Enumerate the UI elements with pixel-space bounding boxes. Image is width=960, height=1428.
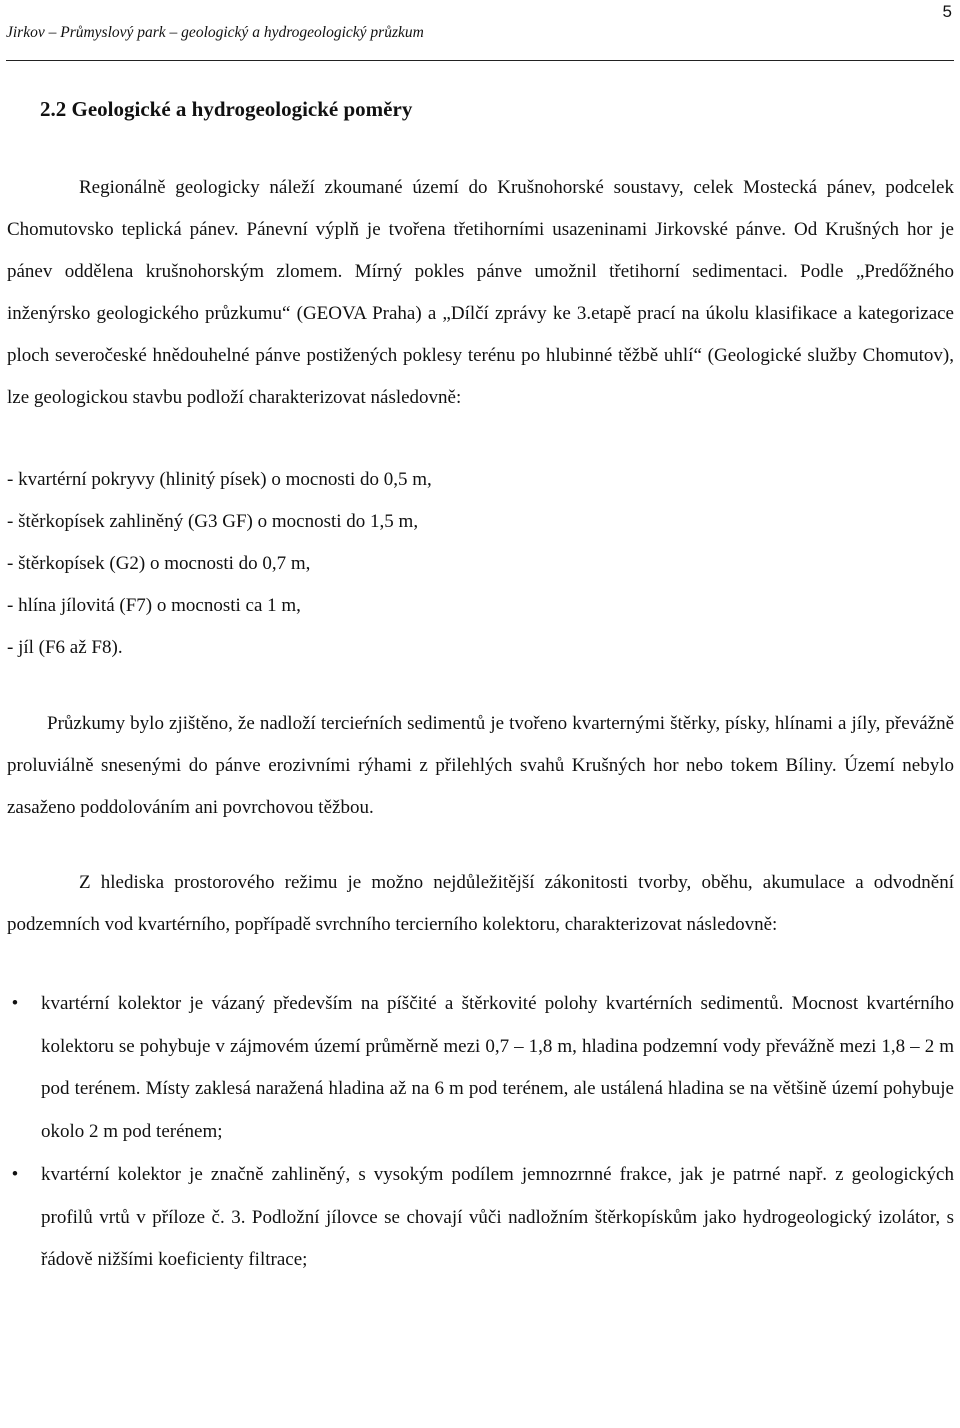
- collector-list: [7, 983, 954, 1282]
- document-header-title: Jirkov – Průmyslový park – geologický a hydrogeologický průzkum: [6, 24, 424, 41]
- intro-paragraph: Regionálně geologicky náleží zkoumané území do Krušnohorské soustavy, celek Mostecká pánev, podcelek Chomutovsko teplická pánev. Pánevní výplň je tvořena třetihorními usazeninami Jirkovské pánve. Od Krušných hor je pánev oddělena krušnohorským zlomem. Mírný pokles pánve umožnil třetihorní sedimentaci. Podle „Predőžného inženýrsko geologického průzkumu“ (GEOVA Praha) a „Dílčí zprávy ke 3.etapě prací na úkolu klasifikace a kategorizace ploch severočeské hnědouhelné pánve postižených poklesy terénu po hlubinné těžbě uhlí“ (Geologické služby Chomutov), lze geologickou stavbu podloží charakterizovat následovně:: [7, 177, 954, 408]
- soil-layer-item: - štěrkopísek (G2) o mocnosti do 0,7 m,: [7, 553, 311, 574]
- survey-paragraph: Průzkumy bylo zjištěno, že nadloží tercieŕních sedimentů je tvořeno kvarternými štěrky, písky, hlínami a jíly, převážně proluviálně snesenými do pánve erozivními rýhami z přilehlých svahů Krušných hor nebo tokem Bíliny. Území nebylo zasaženo poddolováním ani povrchovou těžbou.: [7, 713, 954, 818]
- page-number: 5: [942, 2, 952, 21]
- soil-layer-item: - jíl (F6 až F8).: [7, 637, 123, 658]
- bullet-icon: •: [11, 1164, 19, 1185]
- soil-layer-item: - hlína jílovitá (F7) o mocnosti ca 1 m,: [7, 595, 301, 616]
- soil-layer-item: - kvartérní pokryvy (hlinitý písek) o mocnosti do 0,5 m,: [7, 469, 432, 490]
- soil-layer-list: [7, 459, 954, 669]
- collector-list-item: [7, 1154, 954, 1282]
- bullet-icon: •: [11, 993, 19, 1014]
- hydrogeology-intro-paragraph: Z hlediska prostorového režimu je možno nejdůležitější zákonitosti tvorby, oběhu, akumulace a odvodnění podzemních vod kvartérního, popřípadě svrchního tercierního kolektoru, charakterizovat následovně:: [7, 872, 954, 935]
- collector-description: kvartérní kolektor je značně zahliněný, s vysokým podílem jemnozrnné frakce, jak je patrné např. z geologických profilů vrtů v příloze č. 3. Podložní jílovce se chovají vůči nadložním štěrkopískům jako hydrogeologický izolátor, s řádově nižšími koeficienty filtrace;: [41, 1164, 954, 1270]
- section-heading: 2.2 Geologické a hydrogeologické poměry: [40, 97, 413, 121]
- collector-description: kvartérní kolektor je vázaný především na píščité a štěrkovité polohy kvartérních sedimentů. Mocnost kvartérního kolektoru se pohybuje v zájmovém území průměrně mezi 0,7 – 1,8 m, hladina podzemní vody převážně mezi 1,8 – 2 m pod terénem. Místy zaklesá naražená hladina až na 6 m pod terénem, ale ustálená hladina se na většině území pohybuje okolo 2 m pod terénem;: [41, 993, 954, 1142]
- document-content: [7, 86, 954, 1282]
- soil-layer-item: - štěrkopísek zahliněný (G3 GF) o mocnosti do 1,5 m,: [7, 511, 419, 532]
- collector-list-item: [7, 983, 954, 1153]
- page-header: [6, 0, 954, 61]
